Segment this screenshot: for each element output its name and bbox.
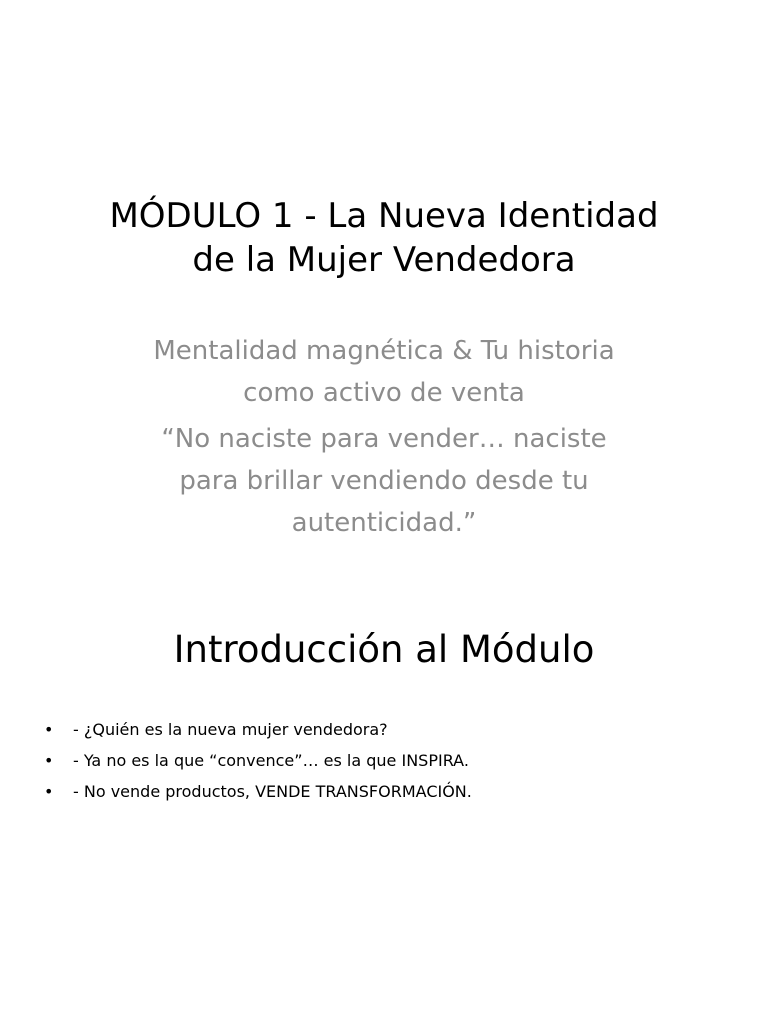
- bullet-text: - No vende productos, VENDE TRANSFORMACIÓN.: [73, 782, 472, 801]
- bullet-icon: •: [44, 720, 54, 739]
- slide-title: [40, 194, 728, 282]
- quote-line-3: autenticidad.”: [291, 508, 477, 538]
- title-line-2: de la Mujer Vendedora: [192, 240, 576, 280]
- quote-paragraph: [100, 418, 668, 544]
- subtitle-line-2: como activo de venta: [243, 378, 525, 408]
- bullet-item: [40, 776, 728, 807]
- quote-line-2: para brillar vendiendo desde tu: [179, 466, 589, 496]
- bullet-item: [40, 714, 728, 745]
- bullet-icon: •: [44, 751, 54, 770]
- bullet-text: - Ya no es la que “convence”… es la que INSPIRA.: [73, 751, 469, 770]
- slide-title: Introducción al Módulo: [173, 628, 595, 671]
- bullet-text: - ¿Quién es la nueva mujer vendedora?: [73, 720, 388, 739]
- bullet-icon: •: [44, 782, 54, 801]
- title-line-1: MÓDULO 1 - La Nueva Identidad: [109, 196, 659, 236]
- subtitle-paragraph: [100, 330, 668, 414]
- slide-subtitle: [100, 330, 668, 544]
- bullet-item: [40, 745, 728, 776]
- content-slide: [0, 590, 768, 1024]
- bullet-list: [40, 714, 728, 807]
- quote-line-1: “No naciste para vender… naciste: [161, 424, 607, 454]
- subtitle-line-1: Mentalidad magnética & Tu historia: [153, 336, 615, 366]
